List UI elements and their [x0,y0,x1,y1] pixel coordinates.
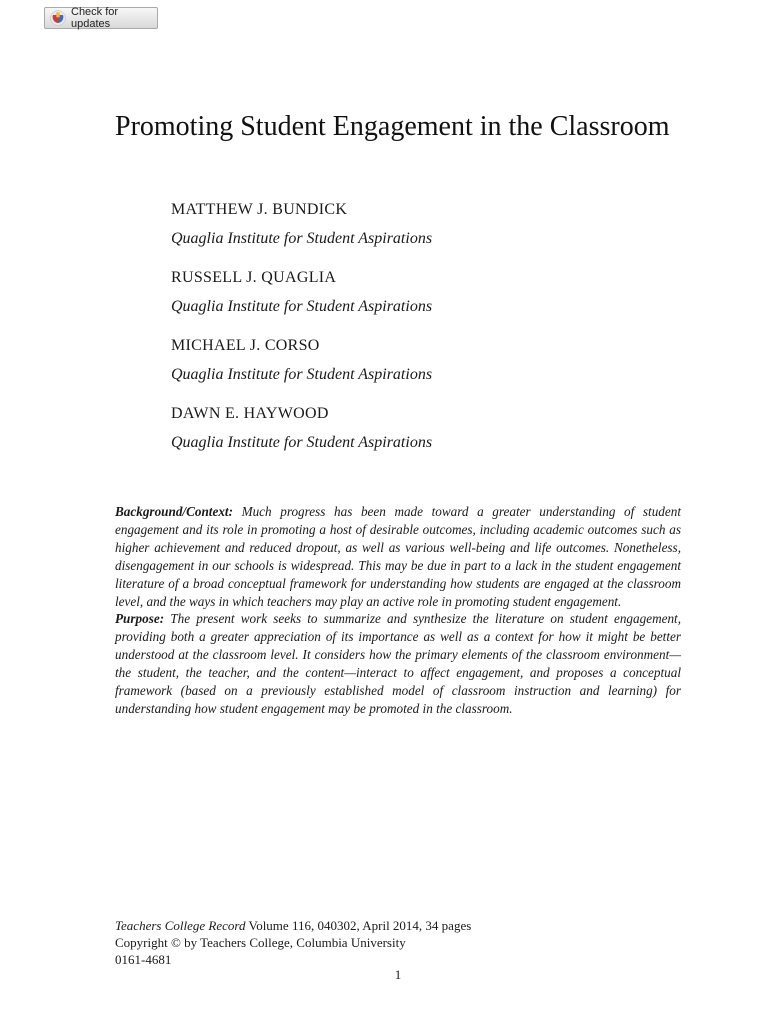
issn-line: 0161-4681 [115,952,172,967]
author-name: DAWN E. HAYWOOD [171,405,329,422]
check-for-updates-button[interactable] [44,7,158,29]
author-entry [171,200,671,268]
background-text: Much progress has been made toward a greater understanding of student engagement and its role in promoting a host of desirable outcomes, including academic outcomes such as higher achievement and reduced dropout, as well as various well-being and life outcomes. Nonetheless, disengagement in our schools is widespread. This may be due in part to a lack in the student engagement literature of a broad conceptual framework for understanding how students are engaged at the classroom level, and the ways in which teachers may play an active role in promoting student engagement. [115,504,682,609]
abstract-background [115,503,681,610]
author-name: RUSSELL J. QUAGLIA [171,269,337,286]
footer [115,917,675,968]
author-list [171,200,671,472]
author-entry [171,404,671,472]
citation-details: Volume 116, 040302, April 2014, 34 pages [245,918,472,933]
author-entry [171,268,671,336]
citation-line [115,917,675,934]
page-number: 1 [394,967,402,982]
journal-name: Teachers College Record [115,918,246,933]
article-title: Promoting Student Engagement in the Classroom [115,111,670,142]
background-label: Background/Context: [115,504,233,519]
purpose-label: Purpose: [115,611,165,627]
abstract-purpose [115,610,681,717]
copyright-line: Copyright © by Teachers College, Columbia University [115,935,406,950]
author-affiliation: Quaglia Institute for Student Aspirations [171,298,433,315]
check-for-updates-label: Check for updates [71,6,119,30]
author-entry [171,336,671,404]
author-name: MATTHEW J. BUNDICK [171,201,348,218]
crossmark-icon [50,10,66,26]
author-affiliation: Quaglia Institute for Student Aspirations [171,434,433,451]
author-affiliation: Quaglia Institute for Student Aspirations [171,366,433,383]
author-name: MICHAEL J. CORSO [171,337,320,354]
author-affiliation: Quaglia Institute for Student Aspirations [171,230,433,247]
purpose-text: The present work seeks to summarize and synthesize the literature on student engagement, providing both a greater appreciation of its importance as well as a context for how it might be better understood at the classroom level. It considers how the primary elements of the classroom environment—the student, the teacher, and the content—interact to affect engagement, and proposes a conceptual framework (based on a previously established model of classroom instruction and learning) for understanding how student engagement may be promoted in the classroom. [115,611,681,716]
abstract [115,503,681,718]
